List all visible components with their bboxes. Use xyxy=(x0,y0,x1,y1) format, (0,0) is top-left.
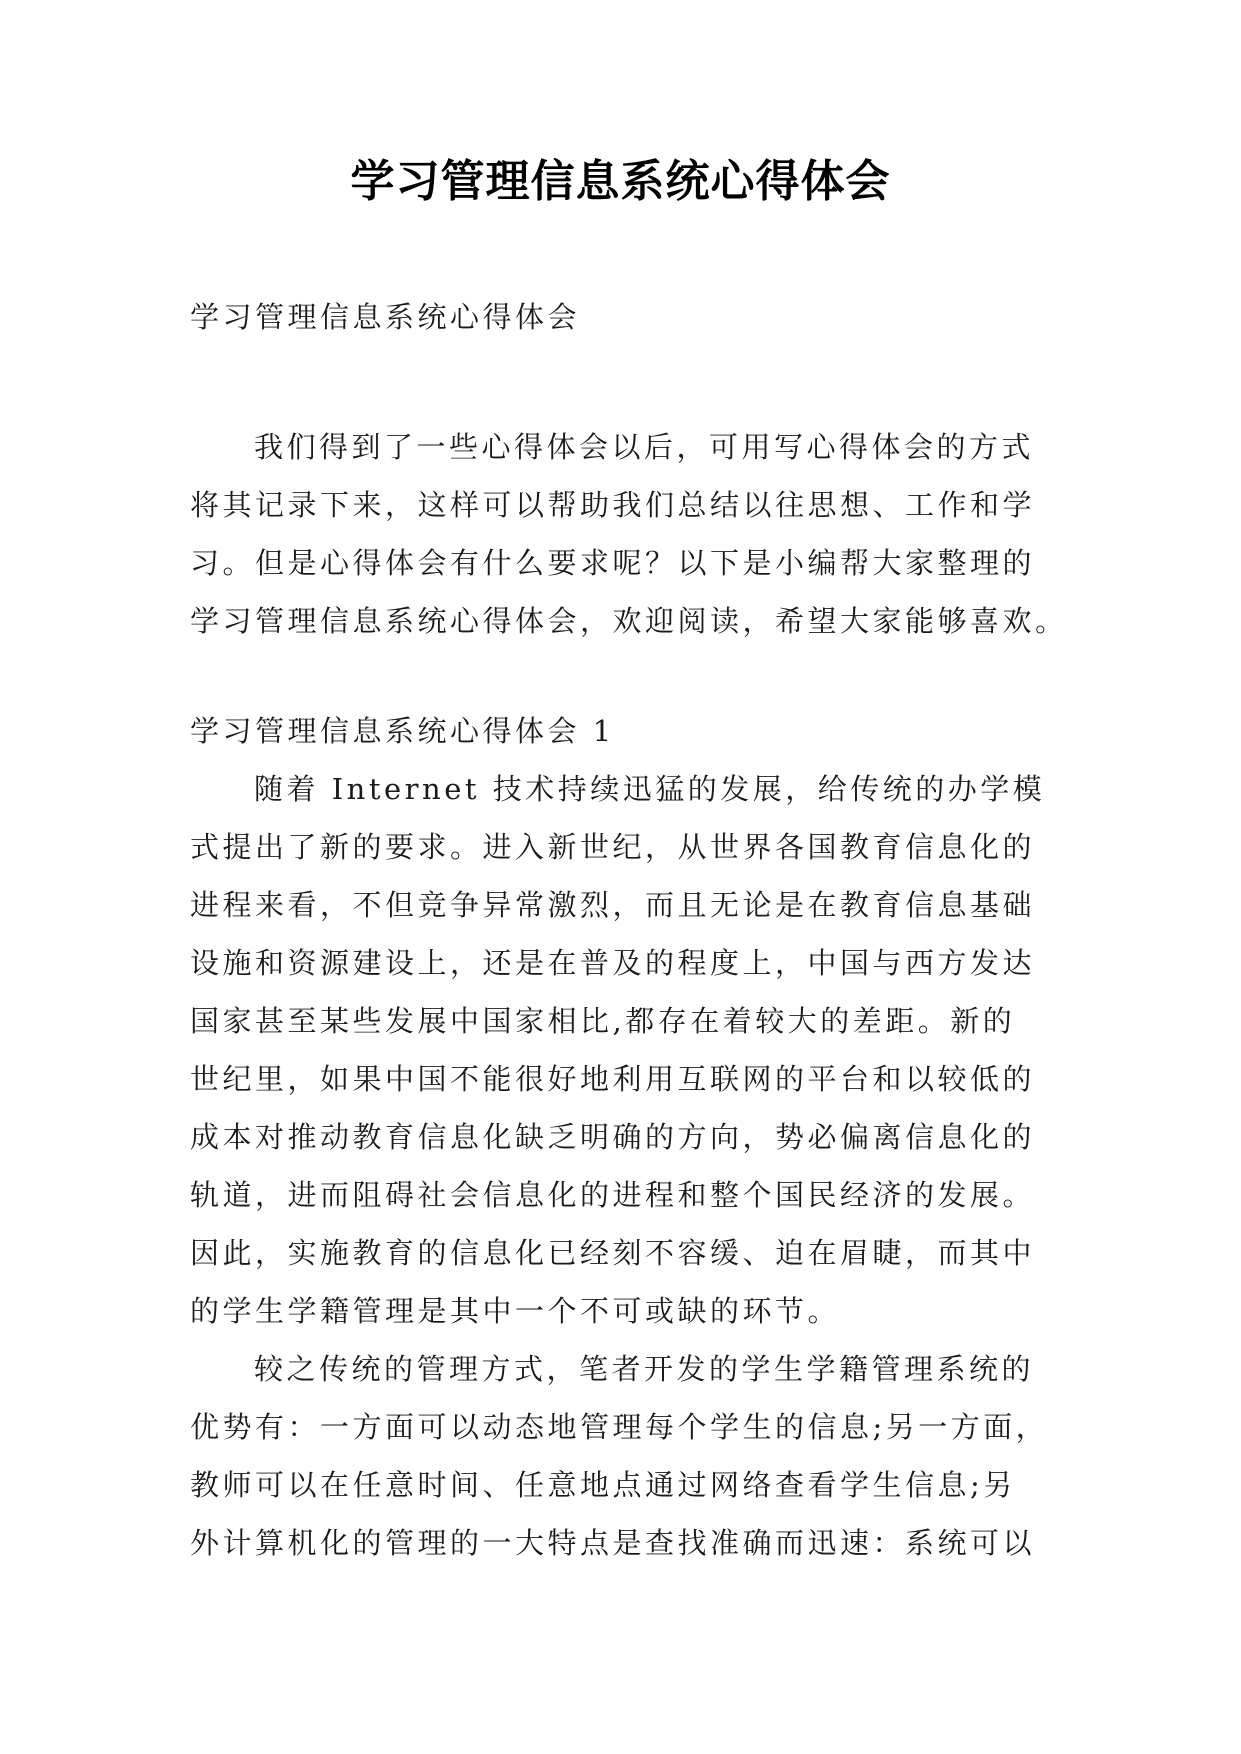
paragraph-line: 外计算机化的管理的一大特点是查找准确而迅速：系统可以 xyxy=(190,1526,1036,1560)
document-title: 学习管理信息系统心得体会 xyxy=(350,156,891,207)
spacer xyxy=(190,650,1070,702)
section-heading: 学习管理信息系统心得体会 1 xyxy=(190,714,615,748)
paragraph-line: 我们得到了一些心得体会以后，可用写心得体会的方式 xyxy=(254,430,1035,464)
paragraph-line: 国家甚至某些发展中国家相比,都存在着较大的差距。新的 xyxy=(190,1004,1016,1038)
paragraph-line: 教师可以在任意时间、任意地点通过网络查看学生信息;另 xyxy=(190,1468,1016,1502)
paragraph-line: 轨道，进而阻碍社会信息化的进程和整个国民经济的发展。 xyxy=(190,1178,1036,1212)
intro-paragraph xyxy=(190,418,1070,650)
paragraph-line: 设施和资源建设上，还是在普及的程度上，中国与西方发达 xyxy=(190,946,1036,980)
section1-paragraph-1 xyxy=(190,760,1070,1340)
paragraph-line: 随着 Internet 技术持续迅猛的发展，给传统的办学模 xyxy=(254,772,1046,806)
paragraph-line: 优势有：一方面可以动态地管理每个学生的信息;另一方面， xyxy=(190,1410,1049,1444)
paragraph-line: 式提出了新的要求。进入新世纪，从世界各国教育信息化的 xyxy=(190,830,1036,864)
paragraph-line: 将其记录下来，这样可以帮助我们总结以往思想、工作和学 xyxy=(190,488,1036,522)
paragraph-line: 较之传统的管理方式，笔者开发的学生学籍管理系统的 xyxy=(254,1352,1035,1386)
paragraph-line: 习。但是心得体会有什么要求呢？以下是小编帮大家整理的 xyxy=(190,546,1036,580)
paragraph-line: 因此，实施教育的信息化已经刻不容缓、迫在眉睫，而其中 xyxy=(190,1236,1036,1270)
document-subtitle: 学习管理信息系统心得体会 xyxy=(190,300,581,334)
paragraph-line: 成本对推动教育信息化缺乏明确的方向，势必偏离信息化的 xyxy=(190,1120,1036,1154)
spacer xyxy=(190,346,1070,418)
document-body xyxy=(190,288,1070,1572)
paragraph-line: 的学生学籍管理是其中一个不可或缺的环节。 xyxy=(190,1294,841,1328)
paragraph-line: 世纪里，如果中国不能很好地利用互联网的平台和以较低的 xyxy=(190,1062,1036,1096)
section1-paragraph-2 xyxy=(190,1340,1070,1572)
paragraph-line: 进程来看，不但竞争异常激烈，而且无论是在教育信息基础 xyxy=(190,888,1036,922)
paragraph-line: 学习管理信息系统心得体会，欢迎阅读，希望大家能够喜欢。 xyxy=(190,604,1068,638)
